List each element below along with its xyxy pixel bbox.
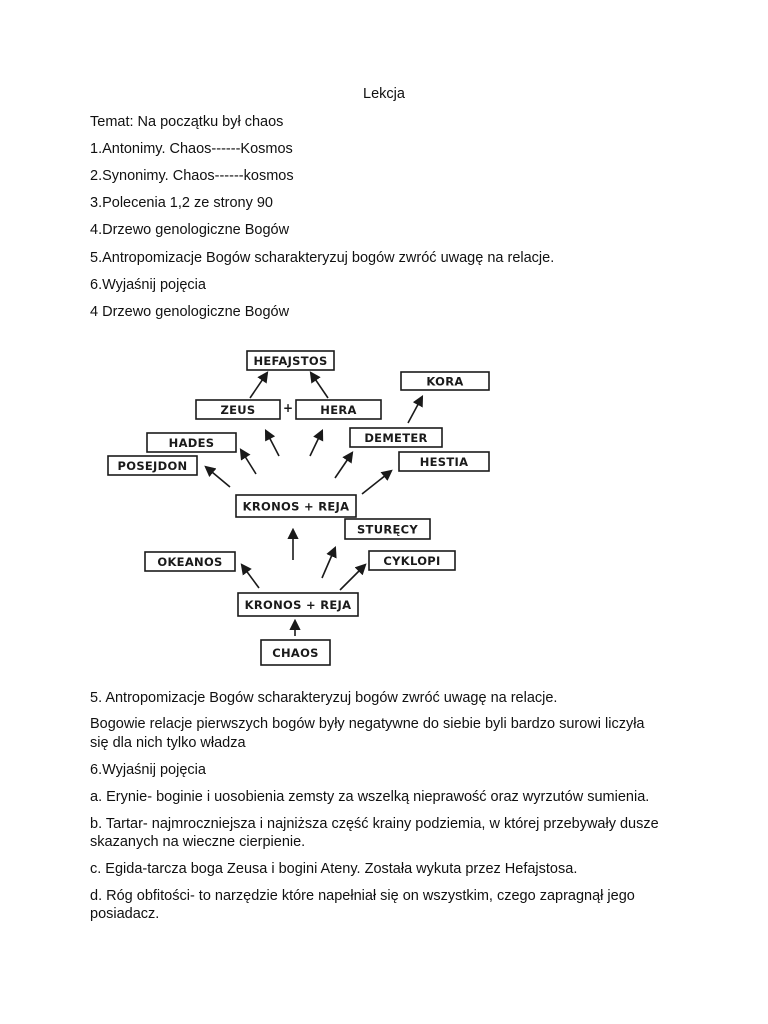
node-cyklopi	[369, 551, 455, 570]
definition-d-line1: d. Róg obfitości- to narzędzie które napełniał się on wszystkim, czego zapragnął jego	[90, 888, 635, 904]
node-okeanos	[145, 552, 235, 571]
svg-text:STURĘCY: STURĘCY	[356, 522, 419, 537]
list-item-2: 2.Synonimy. Chaos------kosmos	[90, 168, 294, 184]
list-item-3: 3.Polecenia 1,2 ze strony 90	[90, 195, 273, 211]
arrow-to-okeanos	[242, 565, 259, 588]
node-kronos-reja-bottom	[238, 593, 358, 616]
node-zeus	[196, 400, 280, 419]
list-item-1: 1.Antonimy. Chaos------Kosmos	[90, 141, 293, 157]
node-demeter	[350, 428, 442, 447]
node-posejdon	[108, 456, 197, 475]
node-hera	[296, 400, 381, 419]
lesson-topic: Temat: Na początku był chaos	[90, 114, 284, 130]
node-hades	[147, 433, 236, 452]
node-kora	[401, 372, 489, 390]
arrow-to-sturecy	[322, 548, 335, 578]
arrow-to-hades	[241, 450, 256, 474]
plus-sign: +	[282, 401, 294, 415]
list-item-5: 5.Antropomizacje Bogów scharakteryzuj bogów zwróć uwagę na relacje.	[90, 250, 555, 266]
svg-text:CYKLOPI: CYKLOPI	[383, 554, 441, 568]
section6-heading: 6.Wyjaśnij pojęcia	[90, 762, 206, 778]
definition-b-line1: b. Tartar- najmroczniejsza i najniższa część krainy podziemia, w której przebywały dusze	[90, 816, 659, 832]
definition-a: a. Erynie- boginie i uosobienia zemsty za wszelką nieprawość oraz wyrzutów sumienia.	[90, 789, 650, 805]
node-hefajstos	[247, 351, 334, 370]
node-chaos	[261, 640, 330, 665]
svg-text:KORA: KORA	[426, 374, 464, 389]
arrow-hera-hefajstos	[311, 373, 328, 398]
svg-text:HEFAJSTOS: HEFAJSTOS	[253, 354, 328, 368]
svg-text:CHAOS: CHAOS	[272, 646, 319, 660]
section5-text-line2: się dla nich tylko władza	[90, 735, 246, 751]
svg-text:POSEJDON: POSEJDON	[117, 459, 188, 473]
svg-text:HADES: HADES	[168, 436, 215, 450]
section5-heading: 5. Antropomizacje Bogów scharakteryzuj bogów zwróć uwagę na relacje.	[90, 690, 558, 706]
arrow-to-demeter	[335, 453, 352, 478]
arrow-zeus-hefajstos	[250, 373, 267, 398]
arrow-to-posejdon	[206, 467, 230, 487]
arrow-to-hestia	[362, 471, 391, 494]
definition-d-line2: posiadacz.	[90, 906, 160, 922]
list-item-4: 4.Drzewo genologiczne Bogów	[90, 222, 290, 238]
svg-text:ZEUS: ZEUS	[220, 403, 256, 417]
svg-text:OKEANOS: OKEANOS	[157, 555, 223, 569]
arrow-to-cyklopi	[340, 565, 365, 590]
arrow-to-kora	[408, 397, 422, 423]
svg-text:DEMETER: DEMETER	[364, 431, 428, 445]
diagram-heading: 4 Drzewo genologiczne Bogów	[90, 304, 290, 320]
definition-c: c. Egida-tarcza boga Zeusa i bogini Ateny. Została wykuta przez Hefajstosa.	[90, 861, 578, 877]
arrow-to-zeus	[266, 431, 279, 456]
page-title: Lekcja	[363, 86, 405, 102]
section5-text-line1: Bogowie relacje pierwszych bogów były negatywne do siebie byli bardzo surowi liczyła	[90, 716, 645, 732]
svg-text:HERA: HERA	[320, 403, 357, 417]
node-hestia	[399, 452, 489, 471]
arrow-to-hera	[310, 431, 322, 456]
list-item-6: 6.Wyjaśnij pojęcia	[90, 277, 206, 293]
svg-text:KRONOS + REJA: KRONOS + REJA	[244, 598, 352, 612]
node-kronos-reja-top	[236, 495, 356, 517]
svg-text:HESTIA: HESTIA	[419, 455, 469, 469]
definition-b-line2: skazanych na wieczne cierpienie.	[90, 834, 306, 850]
node-sturecy	[345, 519, 430, 539]
svg-text:KRONOS + REJA: KRONOS + REJA	[242, 499, 350, 514]
